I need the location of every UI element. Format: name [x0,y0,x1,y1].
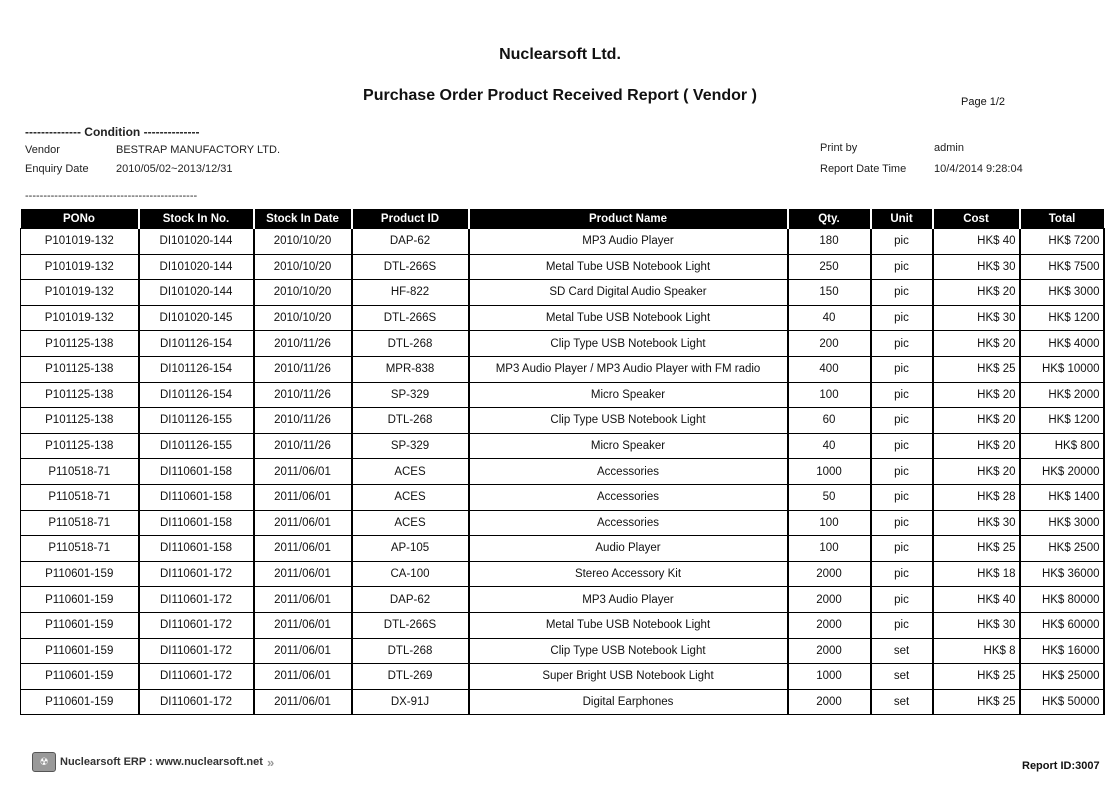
cell-cost: HK$ 25 [933,356,1020,382]
cell-total: HK$ 25000 [1020,664,1104,690]
cell-stock-in-date: 2011/06/01 [254,561,352,587]
table-row [21,536,1104,562]
cell-stock-in-no: DI110601-158 [139,536,254,562]
cell-unit: pic [871,408,933,434]
cell-cost: HK$ 25 [933,689,1020,715]
cell-total: HK$ 50000 [1020,689,1104,715]
cell-unit: pic [871,612,933,638]
column-header-pono: PONo [21,209,139,229]
cell-product-name: Clip Type USB Notebook Light [469,331,788,357]
report-title: Purchase Order Product Received Report ( Vendor ) [363,87,757,104]
cell-pono: P101019-132 [21,229,139,255]
cell-cost: HK$ 30 [933,510,1020,536]
cell-total: HK$ 1200 [1020,408,1104,434]
page-number: Page 1/2 [961,96,1006,108]
table-row [21,638,1104,664]
cell-product-name: SD Card Digital Audio Speaker [469,280,788,306]
cell-stock-in-no: DI110601-172 [139,638,254,664]
table-row [21,254,1104,280]
cell-cost: HK$ 20 [933,280,1020,306]
cell-product-id: MPR-838 [352,356,469,382]
cell-total: HK$ 1400 [1020,484,1104,510]
cell-total: HK$ 3000 [1020,510,1104,536]
cell-unit: pic [871,280,933,306]
report-id: Report ID:3007 [1022,760,1100,772]
cell-product-name: Super Bright USB Notebook Light [469,664,788,690]
table-row [21,510,1104,536]
table-row [21,408,1104,434]
cell-product-id: DAP-62 [352,587,469,613]
print-by-label: Print by [820,142,858,154]
cell-unit: pic [871,356,933,382]
cell-pono: P110601-159 [21,689,139,715]
table-row [21,612,1104,638]
cell-stock-in-no: DI101020-144 [139,254,254,280]
table-row [21,459,1104,485]
cell-pono: P110601-159 [21,561,139,587]
cell-cost: HK$ 20 [933,408,1020,434]
cell-stock-in-no: DI101020-144 [139,280,254,306]
cell-stock-in-no: DI110601-158 [139,510,254,536]
cell-pono: P110601-159 [21,587,139,613]
company-name: Nuclearsoft Ltd. [499,46,621,63]
cell-pono: P101125-138 [21,356,139,382]
table-row [21,229,1104,255]
cell-pono: P110601-159 [21,638,139,664]
cell-product-name: Metal Tube USB Notebook Light [469,305,788,331]
condition-separator: ----------------------------------------------- [25,190,198,202]
cell-stock-in-date: 2011/06/01 [254,536,352,562]
cell-product-name: Accessories [469,484,788,510]
cell-stock-in-date: 2011/06/01 [254,638,352,664]
cell-qty: 100 [788,382,871,408]
column-header-unit: Unit [871,209,933,229]
cell-stock-in-no: DI110601-172 [139,689,254,715]
cell-cost: HK$ 8 [933,638,1020,664]
cell-unit: pic [871,561,933,587]
cell-product-id: DTL-269 [352,664,469,690]
cell-stock-in-no: DI101126-155 [139,408,254,434]
cell-cost: HK$ 20 [933,382,1020,408]
cell-cost: HK$ 40 [933,587,1020,613]
cell-qty: 60 [788,408,871,434]
cell-pono: P101019-132 [21,254,139,280]
cell-stock-in-date: 2010/11/26 [254,408,352,434]
cell-pono: P110518-71 [21,459,139,485]
cell-unit: set [871,664,933,690]
cell-qty: 40 [788,433,871,459]
cell-stock-in-no: DI101126-154 [139,331,254,357]
cell-pono: P101125-138 [21,331,139,357]
cell-product-id: HF-822 [352,280,469,306]
cell-cost: HK$ 20 [933,433,1020,459]
cell-pono: P101019-132 [21,280,139,306]
enquiry-date-value: 2010/05/02~2013/12/31 [116,163,233,175]
cell-product-id: DTL-266S [352,254,469,280]
cell-stock-in-no: DI110601-172 [139,612,254,638]
cell-unit: pic [871,484,933,510]
cell-stock-in-date: 2010/10/20 [254,229,352,255]
cell-product-name: Metal Tube USB Notebook Light [469,612,788,638]
cell-stock-in-no: DI101020-145 [139,305,254,331]
cell-unit: pic [871,510,933,536]
table-row [21,356,1104,382]
cell-product-name: Metal Tube USB Notebook Light [469,254,788,280]
cell-cost: HK$ 30 [933,612,1020,638]
cell-unit: pic [871,536,933,562]
table-header-row [21,209,1104,229]
cell-stock-in-no: DI101020-144 [139,229,254,255]
table-row [21,382,1104,408]
cell-pono: P101125-138 [21,433,139,459]
cell-total: HK$ 60000 [1020,612,1104,638]
cell-pono: P110518-71 [21,536,139,562]
report-table [20,209,1105,715]
cell-stock-in-date: 2010/11/26 [254,331,352,357]
footer-logo [32,752,274,772]
cell-stock-in-no: DI101126-155 [139,433,254,459]
cell-total: HK$ 20000 [1020,459,1104,485]
cell-product-id: DTL-266S [352,305,469,331]
table-row [21,433,1104,459]
nuclearsoft-logo-icon: ☢ [32,752,56,772]
cell-unit: set [871,689,933,715]
cell-stock-in-date: 2010/10/20 [254,254,352,280]
cell-product-id: SP-329 [352,433,469,459]
cell-qty: 50 [788,484,871,510]
table-row [21,587,1104,613]
cell-stock-in-no: DI110601-158 [139,484,254,510]
cell-product-id: ACES [352,459,469,485]
cell-pono: P110518-71 [21,510,139,536]
cell-qty: 40 [788,305,871,331]
cell-product-name: Accessories [469,510,788,536]
column-header-stock-in-no: Stock In No. [139,209,254,229]
chevron-right-icon: » [266,754,275,770]
cell-product-id: DX-91J [352,689,469,715]
cell-stock-in-no: DI110601-172 [139,664,254,690]
cell-qty: 200 [788,331,871,357]
cell-product-name: MP3 Audio Player [469,587,788,613]
cell-stock-in-date: 2010/11/26 [254,433,352,459]
cell-unit: pic [871,459,933,485]
cell-qty: 250 [788,254,871,280]
cell-total: HK$ 80000 [1020,587,1104,613]
cell-cost: HK$ 28 [933,484,1020,510]
cell-unit: pic [871,254,933,280]
cell-product-id: DTL-266S [352,612,469,638]
cell-stock-in-date: 2010/10/20 [254,305,352,331]
vendor-label: Vendor [25,144,60,156]
cell-total: HK$ 16000 [1020,638,1104,664]
cell-total: HK$ 10000 [1020,356,1104,382]
cell-pono: P110601-159 [21,612,139,638]
cell-qty: 2000 [788,587,871,613]
cell-pono: P110601-159 [21,664,139,690]
cell-qty: 2000 [788,612,871,638]
cell-product-id: ACES [352,484,469,510]
cell-cost: HK$ 40 [933,229,1020,255]
cell-product-name: MP3 Audio Player / MP3 Audio Player with FM radio [469,356,788,382]
cell-stock-in-date: 2011/06/01 [254,459,352,485]
table-row [21,305,1104,331]
cell-unit: pic [871,331,933,357]
cell-product-name: MP3 Audio Player [469,229,788,255]
cell-stock-in-no: DI101126-154 [139,382,254,408]
table-row [21,331,1104,357]
cell-product-name: Micro Speaker [469,382,788,408]
report-datetime-value: 10/4/2014 9:28:04 [934,163,1023,175]
enquiry-date-label: Enquiry Date [25,163,89,175]
cell-product-name: Micro Speaker [469,433,788,459]
cell-qty: 1000 [788,664,871,690]
cell-unit: set [871,638,933,664]
table-row [21,280,1104,306]
cell-product-name: Accessories [469,459,788,485]
cell-qty: 150 [788,280,871,306]
column-header-stock-in-date: Stock In Date [254,209,352,229]
cell-stock-in-date: 2010/11/26 [254,382,352,408]
cell-product-id: AP-105 [352,536,469,562]
column-header-cost: Cost [933,209,1020,229]
cell-stock-in-no: DI101126-154 [139,356,254,382]
cell-unit: pic [871,433,933,459]
cell-stock-in-no: DI110601-172 [139,587,254,613]
table-row [21,689,1104,715]
cell-pono: P101125-138 [21,408,139,434]
cell-pono: P110518-71 [21,484,139,510]
cell-unit: pic [871,382,933,408]
cell-cost: HK$ 30 [933,305,1020,331]
cell-qty: 1000 [788,459,871,485]
cell-cost: HK$ 25 [933,664,1020,690]
cell-pono: P101019-132 [21,305,139,331]
table-body [21,229,1104,715]
cell-product-id: DTL-268 [352,408,469,434]
cell-qty: 2000 [788,638,871,664]
cell-cost: HK$ 30 [933,254,1020,280]
cell-total: HK$ 800 [1020,433,1104,459]
cell-product-name: Digital Earphones [469,689,788,715]
column-header-qty: Qty. [788,209,871,229]
cell-stock-in-date: 2011/06/01 [254,510,352,536]
cell-qty: 2000 [788,561,871,587]
report-datetime-label: Report Date Time [820,163,907,175]
cell-total: HK$ 1200 [1020,305,1104,331]
cell-total: HK$ 4000 [1020,331,1104,357]
cell-unit: pic [871,229,933,255]
table-row [21,664,1104,690]
cell-stock-in-date: 2011/06/01 [254,612,352,638]
table-row [21,484,1104,510]
cell-pono: P101125-138 [21,382,139,408]
footer-logo-text: Nuclearsoft ERP : www.nuclearsoft.net [60,756,263,768]
cell-stock-in-date: 2010/10/20 [254,280,352,306]
cell-total: HK$ 2000 [1020,382,1104,408]
cell-cost: HK$ 25 [933,536,1020,562]
column-header-product-id: Product ID [352,209,469,229]
cell-stock-in-date: 2011/06/01 [254,484,352,510]
cell-cost: HK$ 20 [933,331,1020,357]
cell-unit: pic [871,305,933,331]
cell-product-id: ACES [352,510,469,536]
cell-unit: pic [871,587,933,613]
cell-stock-in-date: 2011/06/01 [254,689,352,715]
cell-qty: 100 [788,536,871,562]
cell-cost: HK$ 18 [933,561,1020,587]
cell-qty: 400 [788,356,871,382]
cell-stock-in-no: DI110601-158 [139,459,254,485]
cell-stock-in-no: DI110601-172 [139,561,254,587]
table-row [21,561,1104,587]
cell-product-id: DAP-62 [352,229,469,255]
cell-qty: 180 [788,229,871,255]
cell-product-id: CA-100 [352,561,469,587]
cell-qty: 100 [788,510,871,536]
cell-stock-in-date: 2010/11/26 [254,356,352,382]
cell-total: HK$ 7200 [1020,229,1104,255]
condition-heading: -------------- Condition -------------- [25,125,200,139]
cell-stock-in-date: 2011/06/01 [254,587,352,613]
column-header-total: Total [1020,209,1104,229]
cell-product-id: DTL-268 [352,331,469,357]
cell-product-name: Audio Player [469,536,788,562]
vendor-value: BESTRAP MANUFACTORY LTD. [116,144,281,156]
cell-product-name: Clip Type USB Notebook Light [469,408,788,434]
cell-total: HK$ 7500 [1020,254,1104,280]
print-by-value: admin [934,142,964,154]
cell-product-name: Clip Type USB Notebook Light [469,638,788,664]
column-header-product-name: Product Name [469,209,788,229]
cell-product-id: DTL-268 [352,638,469,664]
cell-total: HK$ 3000 [1020,280,1104,306]
cell-stock-in-date: 2011/06/01 [254,664,352,690]
cell-total: HK$ 36000 [1020,561,1104,587]
cell-total: HK$ 2500 [1020,536,1104,562]
cell-product-name: Stereo Accessory Kit [469,561,788,587]
cell-qty: 2000 [788,689,871,715]
cell-product-id: SP-329 [352,382,469,408]
cell-cost: HK$ 20 [933,459,1020,485]
